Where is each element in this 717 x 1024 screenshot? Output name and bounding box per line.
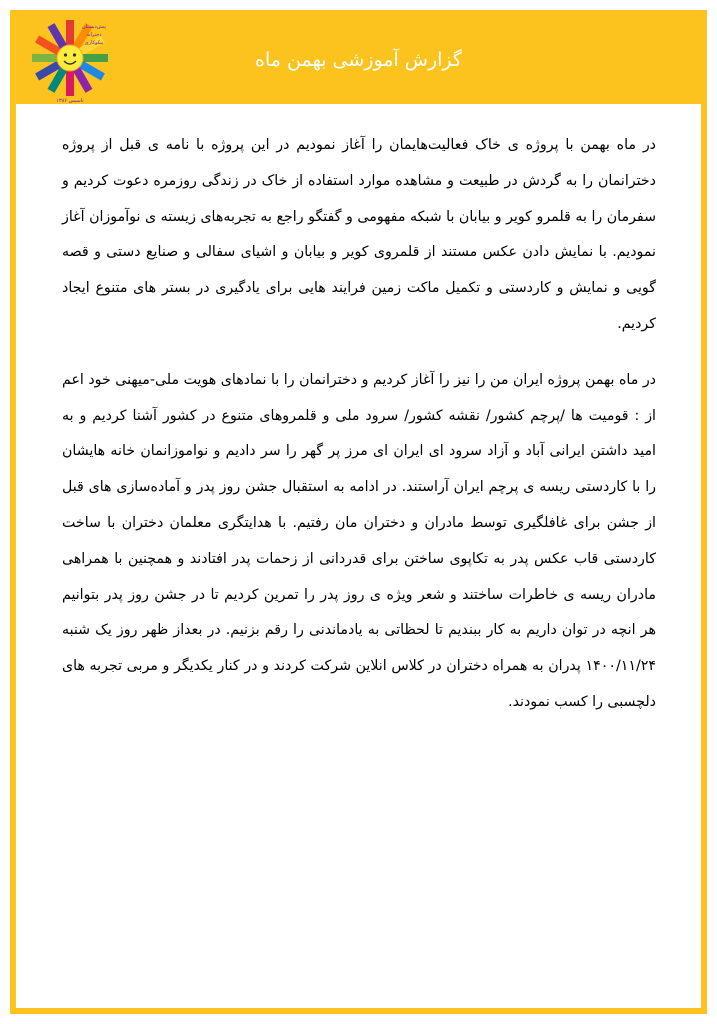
paragraph-iran-project: در ماه بهمن پروژه ایران من را نیز را آغاز کردیم و دخترانمان را با نمادهای هویت ملی-میهنی خود اعم از : قومیت ها /پرچم کشور/ نقشه کشور/ سرود ملی و قلمروهای متنوع در کشور آشنا کردیم و به امید داشتن ایرانی آباد و آزاد سرود ای ایران ای مرز پر گهر را سر دادیم و نواموزانمان خانه هایشان را با کاردستی ریسه ی پرچم ایران آراستند. در ادامه به استقبال جشن روز پدر و آماده‌سازی های قبل از جشن برای غافلگیری توسط مادران و دختران مان رفتیم. با هدایتگری معلمان دختران با ساخت کاردستی قاب عکس پدر به تکاپوی ساختن برای قدردانی از زحمات پدر افتادند و همچنین با همراهی مادران ریسه ی خاطرات ساختند و شعر ویژه ی روز پدر را تمرین کردیم تا در جشن روز پدر بتوانیم هر انچه در توان داریم به کار ببندیم تا لحظاتی به یادماندنی را رقم بزنیم. در بعداز ظهر روز یک شنبه ۱۴۰۰/۱۱/۲۴ پدران به همراه دختران در کلاس انلاین شرکت کردند و در کنار یکدیگر و مربی تجربه های دلچسبی را کسب نمودند. — [62, 371, 656, 710]
logo-line-1: پیش‌دبستان — [81, 24, 107, 30]
paragraph-soil-project: در ماه بهمن با پروژه ی خاک فعالیت‌هایمان را آغاز نمودیم در این پروژه با نامه ی قبل از پروژه دخترانمان را به گردش در طبیعت و مشاهده موارد استفاده از خاک در زندگی روزمره دعوت کردیم و سفرمان را به قلمرو کویر و بیابان با شبکه مفهومی و گفتگو راجع به تجربه‌های زیسته ی نوآموزان آغاز نمودیم. با نمایش دادن عکس مستند از قلمروی کویر و بیابان و اشیای سفالی و صنایع دستی و قصه گویی و نمایش و کاردستی و تکمیل ماکت زمین فرایند هایی برای یادگیری در بستر های متنوع ایجاد کردیم. — [62, 137, 656, 332]
page-title: گزارش آموزشی بهمن ماه — [255, 49, 462, 71]
logo-line-2: دخترانه — [86, 32, 102, 38]
report-body — [62, 128, 656, 741]
logo-founded: تاسیس ۱۳۸۶ — [56, 98, 84, 104]
header-bar — [10, 10, 707, 104]
logo-line-3: نیکوکاری — [84, 40, 104, 46]
